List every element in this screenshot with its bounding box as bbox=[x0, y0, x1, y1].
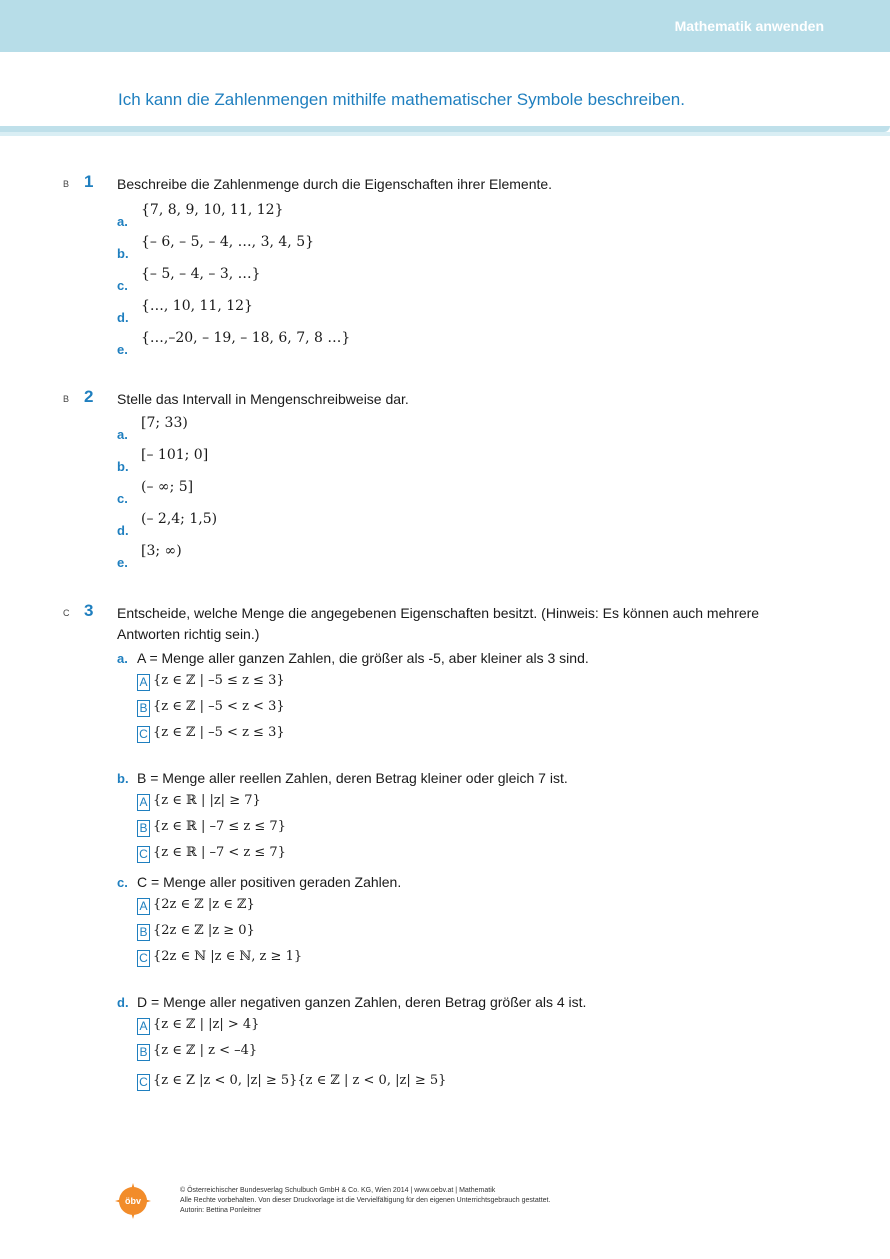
exercise-task: Beschreibe die Zahlenmenge durch die Eigenschaften ihrer Elemente. bbox=[117, 176, 553, 192]
subtask-label: a. bbox=[117, 651, 128, 666]
subtask-text: A = Menge aller ganzen Zahlen, die größer als -5, aber kleiner als 3 sind. bbox=[137, 650, 589, 666]
exercise-task: Stelle das Intervall in Mengenschreibweise dar. bbox=[117, 391, 409, 407]
option-math: {z ∈ ℤ | –5 < z ≤ 3} bbox=[153, 725, 285, 740]
option-checkbox[interactable]: A bbox=[137, 674, 150, 691]
exercise-level: C bbox=[63, 608, 70, 618]
option-math: {z ∈ ℤ | –5 ≤ z ≤ 3} bbox=[153, 673, 285, 688]
item-math: [7; 33) bbox=[141, 415, 188, 431]
exercise-level: B bbox=[63, 179, 70, 189]
subtask-text: C = Menge aller positiven geraden Zahlen. bbox=[137, 874, 402, 890]
item-label: d. bbox=[117, 523, 129, 538]
item-label: a. bbox=[117, 427, 128, 442]
option-checkbox[interactable]: C bbox=[137, 726, 150, 743]
header-band bbox=[0, 0, 890, 52]
item-label: d. bbox=[117, 310, 129, 325]
page-title: Ich kann die Zahlenmengen mithilfe mathematischer Symbole beschreiben. bbox=[118, 90, 685, 109]
exercise-level: B bbox=[63, 394, 70, 404]
option-math: {z ∈ ℤ | –5 < z < 3} bbox=[153, 699, 285, 714]
item-math: {…, 10, 11, 12} bbox=[141, 298, 253, 314]
item-label: c. bbox=[117, 278, 128, 293]
subtask-text: B = Menge aller reellen Zahlen, deren Betrag kleiner oder gleich 7 ist. bbox=[137, 770, 568, 786]
option-checkbox[interactable]: C bbox=[137, 846, 150, 863]
item-label: a. bbox=[117, 214, 128, 229]
option-checkbox[interactable]: B bbox=[137, 820, 150, 837]
option-math: {z ∈ ℝ | –7 < z ≤ 7} bbox=[153, 845, 286, 860]
subtask-text: D = Menge aller negativen ganzen Zahlen, deren Betrag größer als 4 ist. bbox=[137, 994, 587, 1010]
brand-label: Mathematik anwenden bbox=[674, 18, 824, 34]
option-checkbox[interactable]: B bbox=[137, 700, 150, 717]
oebv-logo-icon bbox=[115, 1183, 151, 1219]
title-separator bbox=[0, 126, 890, 136]
footer bbox=[0, 1180, 890, 1240]
item-math: {– 6, – 5, – 4, …, 3, 4, 5} bbox=[141, 234, 315, 250]
footer-author: Autorin: Bettina Ponleitner bbox=[180, 1207, 262, 1214]
option-math: {2z ∈ ℕ |z ∈ ℕ, z ≥ 1} bbox=[153, 949, 303, 964]
option-math: {z ∈ Z |z < 0, |z| ≥ 5}{z ∈ ℤ | z < 0, |z| ≥ 5} bbox=[153, 1073, 447, 1088]
separator-line-bottom bbox=[0, 132, 890, 136]
option-math: {z ∈ ℤ | z < –4} bbox=[153, 1043, 258, 1058]
footer-rights: Alle Rechte vorbehalten. Von dieser Druckvorlage ist die Vervielfältigung für den eigenen Unterrichtsgebrauch gestattet. bbox=[180, 1197, 551, 1204]
logo-text: öbv bbox=[124, 1196, 142, 1206]
item-math: (– ∞; 5] bbox=[141, 479, 194, 495]
exercise-number: 1 bbox=[84, 172, 94, 191]
option-checkbox[interactable]: A bbox=[137, 1018, 150, 1035]
item-label: b. bbox=[117, 246, 129, 261]
option-checkbox[interactable]: B bbox=[137, 924, 150, 941]
option-checkbox[interactable]: A bbox=[137, 794, 150, 811]
option-checkbox[interactable]: C bbox=[137, 1074, 150, 1091]
item-label: e. bbox=[117, 555, 128, 570]
exercise-number: 2 bbox=[84, 387, 94, 406]
option-math: {z ∈ ℝ | –7 ≤ z ≤ 7} bbox=[153, 819, 286, 834]
item-label: b. bbox=[117, 459, 129, 474]
item-math: {…,–20, – 19, – 18, 6, 7, 8 …} bbox=[141, 330, 351, 346]
item-math: [– 101; 0] bbox=[141, 447, 209, 463]
item-label: c. bbox=[117, 491, 128, 506]
exercise-task: Entscheide, welche Menge die angegebenen Eigenschaften besitzt. (Hinweis: Es können auch mehrere Antworten richtig sein.) bbox=[117, 605, 760, 642]
item-math: [3; ∞) bbox=[141, 543, 182, 559]
item-label: e. bbox=[117, 342, 128, 357]
subtask-label: b. bbox=[117, 771, 129, 786]
option-checkbox[interactable]: B bbox=[137, 1044, 150, 1061]
option-checkbox[interactable]: C bbox=[137, 950, 150, 967]
option-math: {2z ∈ ℤ |z ∈ ℤ} bbox=[153, 897, 255, 912]
exercise-number: 3 bbox=[84, 601, 94, 620]
option-math: {z ∈ ℤ | |z| > 4} bbox=[153, 1017, 260, 1032]
item-math: {– 5, – 4, – 3, …} bbox=[141, 266, 261, 282]
footer-text bbox=[180, 1186, 550, 1216]
item-math: (– 2,4; 1,5) bbox=[141, 511, 218, 527]
option-checkbox[interactable]: A bbox=[137, 898, 150, 915]
option-math: {2z ∈ ℤ |z ≥ 0} bbox=[153, 923, 255, 938]
item-math: {7, 8, 9, 10, 11, 12} bbox=[141, 202, 284, 218]
subtask-label: d. bbox=[117, 995, 129, 1010]
subtask-label: c. bbox=[117, 875, 128, 890]
footer-copyright: © Österreichischer Bundesverlag Schulbuch GmbH & Co. KG, Wien 2014 | www.oebv.at | Mathematik bbox=[180, 1187, 496, 1194]
option-math: {z ∈ ℝ | |z| ≥ 7} bbox=[153, 793, 261, 808]
